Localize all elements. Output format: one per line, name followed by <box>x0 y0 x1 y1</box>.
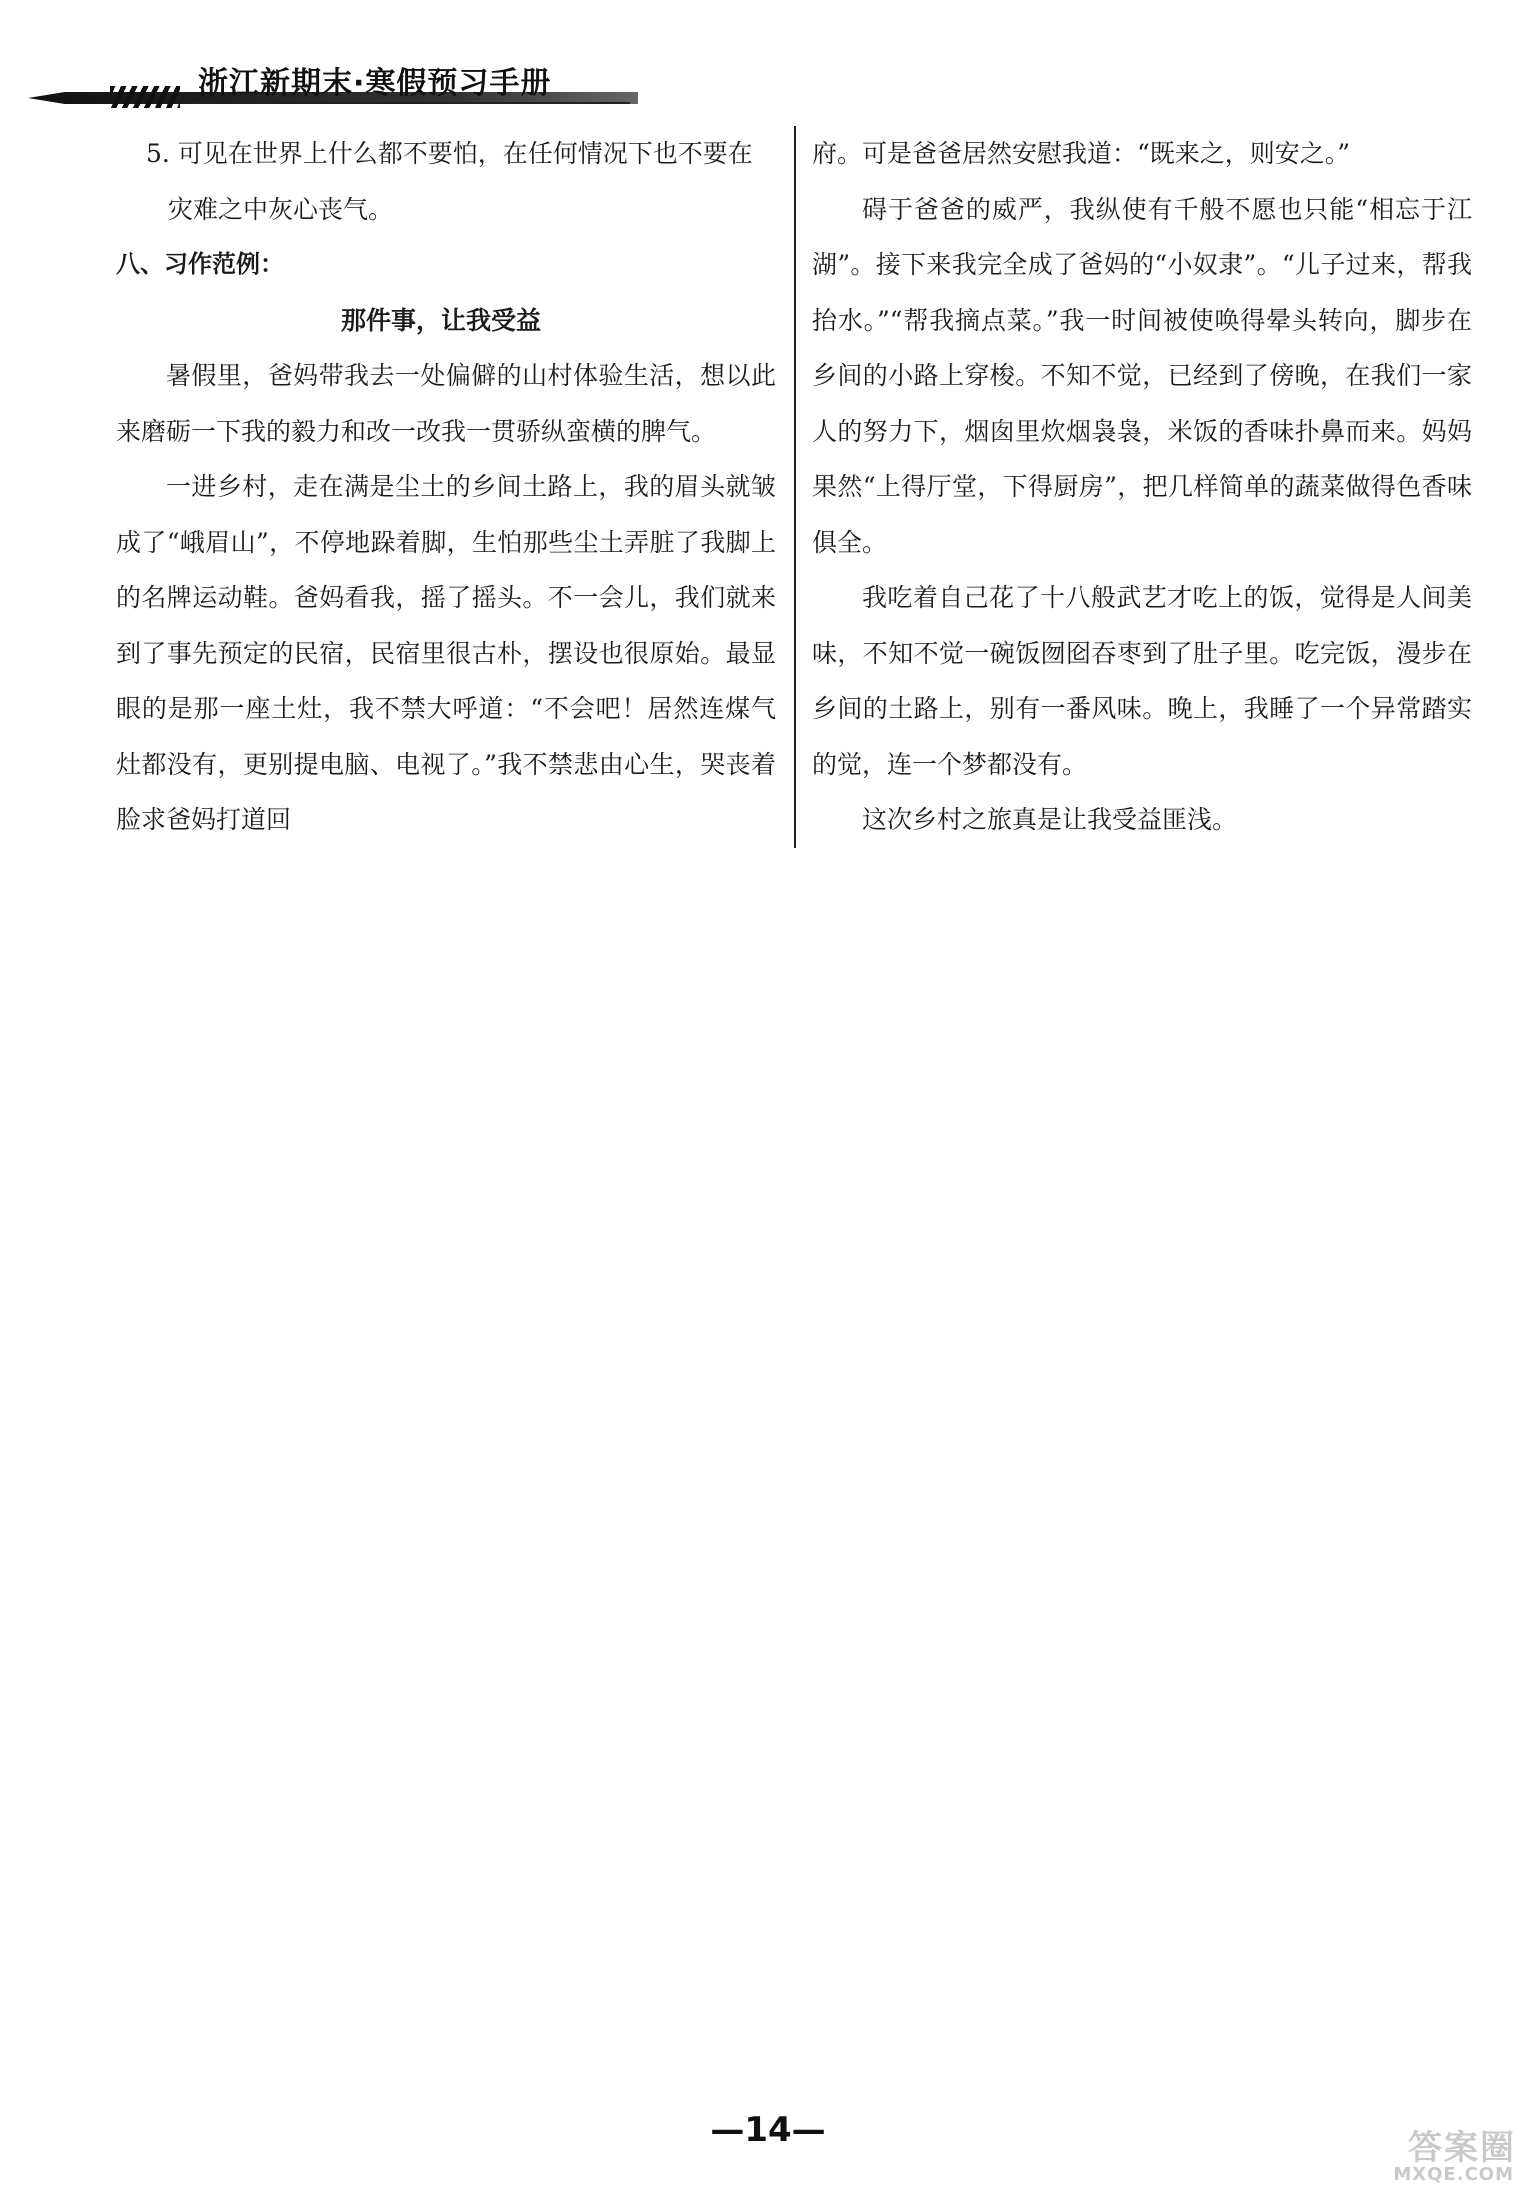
header-stripes <box>110 86 180 108</box>
watermark-url: MXQE.COM <box>1393 2164 1514 2185</box>
section-heading-essay: 八、习作范例： <box>116 250 284 278</box>
watermark-logo: 答案圈 <box>1408 2128 1516 2168</box>
essay-paragraph-4: 我吃着自己花了十八般武艺才吃上的饭，觉得是人间美味，不知不觉一碗饭囫囵吞枣到了肚子里。吃完饭，漫步在乡间的土路上，别有一番风味。晚上，我睡了一个异常踏实的觉，连一个梦都没有。 <box>812 583 1472 779</box>
right-column <box>812 126 1472 848</box>
essay-paragraph-1: 暑假里，爸妈带我去一处偏僻的山村体验生活，想以此来磨砺一下我的毅力和改一改我一贯骄纵蛮横的脾气。 <box>116 361 776 446</box>
essay-paragraph-5: 这次乡村之旅真是让我受益匪浅。 <box>862 805 1238 834</box>
answer-5-line2: 灾难之中灰心丧气。 <box>168 194 394 224</box>
answer-5-line1: 5. 可见在世界上什么都不要怕，在任何情况下也不要在 <box>146 139 753 168</box>
watermark <box>1344 2120 1524 2190</box>
page-number: —14— <box>710 2110 826 2150</box>
column-divider <box>794 126 796 848</box>
left-column <box>116 126 776 848</box>
header-underline <box>190 102 630 104</box>
page-header-title: 浙江新期末·寒假预习手册 <box>198 66 552 101</box>
essay-title: 那件事，让我受益 <box>340 305 541 335</box>
essay-paragraph-3: 碍于爸爸的威严，我纵使有千般不愿也只能“相忘于江湖”。接下来我完全成了爸妈的“小奴隶”。“儿子过来，帮我抬水。”“帮我摘点菜。”我一时间被使唤得晕头转向，脚步在乡间的小路上穿梭。不知不觉，已经到了傍晚，在我们一家人的努力下，烟囱里炊烟袅袅，米饭的香味扑鼻而来。妈妈果然“上得厅堂，下得厨房”，把几样简单的蔬菜做得色香味俱全。 <box>812 194 1472 557</box>
essay-paragraph-2-continued: 府。可是爸爸居然安慰我道：“既来之，则安之。” <box>812 139 1351 168</box>
essay-paragraph-2: 一进乡村，走在满是尘土的乡间土路上，我的眉头就皱成了“峨眉山”，不停地跺着脚，生怕那些尘土弄脏了我脚上的名牌运动鞋。爸妈看我，摇了摇头。不一会儿，我们就来到了事先预定的民宿，民宿里很古朴，摆设也很原始。最显眼的是那一座土灶，我不禁大呼道：“不会吧！居然连煤气灶都没有，更别提电脑、电视了。”我不禁悲由心生，哭丧着脸求爸妈打道回 <box>116 472 776 834</box>
